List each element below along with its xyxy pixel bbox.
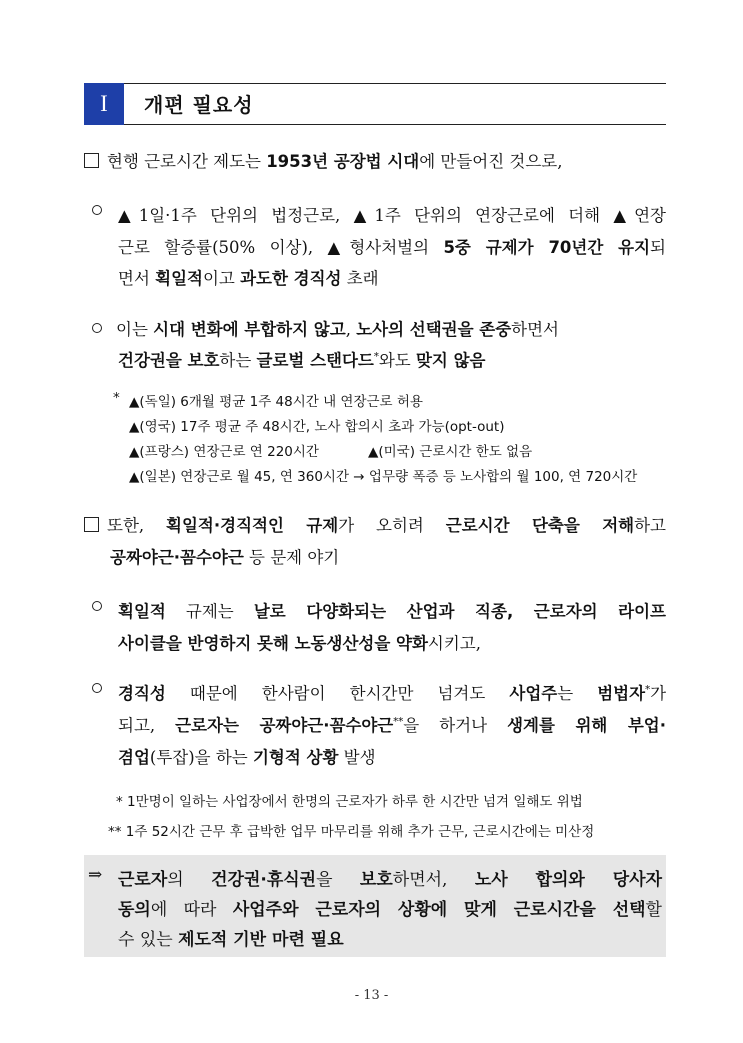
bullet-4-line-3: 겸업(투잡)을 하는 기형적 상황 발생 [118,748,376,767]
note-japan: ▲(일본) 연장근로 월 45, 연 360시간 → 업무량 폭증 등 노사합의 월 100, 연 720시간 [129,469,638,485]
conclusion-arrow: ⇒ [88,865,103,885]
bullet-3-line-2: 사이클을 반영하지 못해 노동생산성을 약화시키고, [118,634,481,653]
bullet-1-line-3: 면서 획일적이고 과도한 경직성 초래 [118,269,379,288]
section-number: I [84,83,124,125]
bullet-2-line-1: 이는 시대 변화에 부합하지 않고, 노사의 선택권을 존중하면서 [92,316,559,340]
note-uk: ▲(영국) 17주 평균 주 48시간, 노사 합의시 초과 가능(opt-out) [129,419,505,435]
note-star: * [113,390,120,406]
paragraph-1: 현행 근로시간 제도는 1953년 공장법 시대에 만들어진 것으로, [84,148,562,172]
note-usa: ▲(미국) 근로시간 한도 없음 [368,444,533,460]
section-rule-top [124,83,666,84]
square-bullet-icon [84,517,99,532]
conclusion-line-1: 근로자의 건강권·휴식권을 보호하면서, 노사 합의와 당사자 [118,870,663,890]
note-france: ▲(프랑스) 연장근로 연 220시간 [129,444,319,460]
circle-bullet-icon [92,601,102,611]
paragraph-2-line-2: 공짜야근·꼼수야근 등 문제 야기 [110,548,340,567]
bullet-4-line-2: 되고, 근로자는 공짜야근·꼼수야근**을 하거나 생계를 위해 부업· [118,716,667,735]
square-bullet-icon [84,153,99,168]
paragraph-2-line-1: 또한, 획일적·경직적인 규제가 오히려 근로시간 단축을 저해하고 [84,512,666,536]
bullet-4-line-1: 경직성 때문에 한사람이 한시간만 넘겨도 사업주는 범법자*가 [118,684,667,703]
bullet-1-line-2: 근로 할증률(50% 이상), ▲형사처벌의 5중 규제가 70년간 유지되 [118,238,666,257]
note-overtime: ** 1주 52시간 근무 후 급박한 업무 마무리를 위해 추가 근무, 근로시간에는 미산정 [108,824,595,840]
circle-bullet-icon [92,323,102,333]
section-title: 개편 필요성 [144,93,254,117]
bullet-1-line-1: ▲1일·1주 단위의 법정근로, ▲1주 단위의 연장근로에 더해 ▲연장 [118,206,666,225]
conclusion-line-2: 동의에 따라 사업주와 근로자의 상황에 맞게 근로시간을 선택할 [118,900,662,920]
conclusion-line-3: 수 있는 제도적 기반 마련 필요 [118,930,344,950]
section-rule-bottom [124,124,666,125]
note-germany: ▲(독일) 6개월 평균 1주 48시간 내 연장근로 허용 [129,394,423,410]
conclusion-box [84,855,666,957]
bullet-3-line-1: 획일적 규제는 날로 다양화되는 산업과 직종, 근로자의 라이프 [118,602,666,621]
circle-bullet-icon [92,683,102,693]
circle-bullet-icon [92,205,102,215]
note-lawbreaker: * 1만명이 일하는 사업장에서 한명의 근로자가 하루 한 시간만 넘겨 일해도 위법 [116,794,583,810]
bullet-2-line-2: 건강권을 보호하는 글로벌 스탠다드*와도 맞지 않음 [118,351,486,370]
section-header [84,83,666,125]
page-number: - 13 - [354,988,389,1003]
